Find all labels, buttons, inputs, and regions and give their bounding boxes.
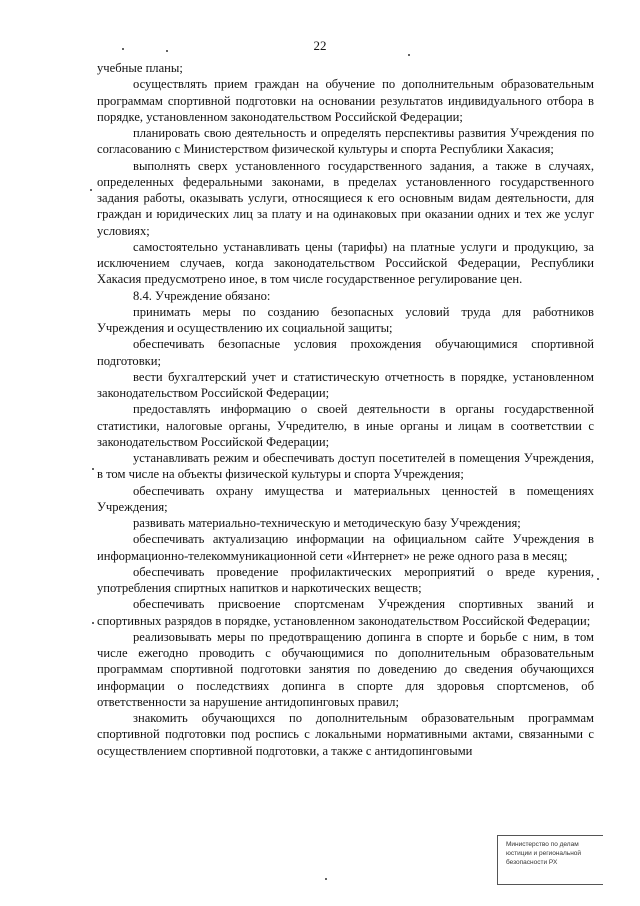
document-body bbox=[97, 60, 594, 759]
paragraph: обеспечивать охрану имущества и материальных ценностей в помещениях Учреждения; bbox=[97, 483, 594, 514]
paragraph: учебные планы; bbox=[97, 61, 183, 75]
scan-speck bbox=[597, 578, 599, 580]
paragraph: реализовывать меры по предотвращению допинга в спорте и борьбе с ним, в том числе ежегодно проводить с обучающимися по дополнительным образовательным программам спортивной подготовки занятия по доведению до сведения обучающихся информации о последствиях допинга в спорте для здоровья спортсменов, об ответственности за нарушение антидопинговых правил; bbox=[97, 629, 594, 709]
scan-speck bbox=[166, 50, 168, 52]
paragraph: предоставлять информацию о своей деятельности в органы государственной статистики, налоговые органы, Учредителю, в иные органы и лицам в соответствии с законодательством Российской Федерации; bbox=[97, 402, 594, 449]
scan-speck bbox=[92, 622, 94, 624]
paragraph: знакомить обучающихся по дополнительным образовательным программам спортивной подготовки под роспись с локальными нормативными актами, связанными с осуществлением спортивной подготовки, а также с антидопинговыми bbox=[97, 711, 594, 758]
paragraph: обеспечивать присвоение спортсменам Учреждения спортивных званий и спортивных разрядов в порядке, установленном законодательством Российской Федерации; bbox=[97, 597, 594, 628]
scan-speck bbox=[122, 48, 124, 50]
stamp-line: Министерство по делам bbox=[506, 841, 579, 848]
page-number: 22 bbox=[313, 38, 327, 53]
paragraph: выполнять сверх установленного государственного задания, а также в случаях, определенных федеральными законами, в пределах установленного государственного задания работы, оказывать услуги, относящиеся к его основным видам деятельности, для граждан и юридических лиц за плату и на одинаковых при оказании одних и тех же услуг условиях; bbox=[97, 158, 594, 238]
scan-speck bbox=[325, 878, 327, 880]
paragraph: устанавливать режим и обеспечивать доступ посетителей в помещения Учреждения, в том числе на объекты физической культуры и спорта Учреждения; bbox=[97, 451, 594, 482]
stamp-line: юстиции и региональной bbox=[506, 850, 582, 857]
paragraph: самостоятельно устанавливать цены (тарифы) на платные услуги и продукцию, за исключением случаев, когда законодательством Российской Федерации, Республики Хакасия предусмотрено иное, в том числе государственное регулирование цен. bbox=[97, 239, 594, 287]
registration-stamp bbox=[497, 835, 603, 885]
paragraph: вести бухгалтерский учет и статистическую отчетность в порядке, установленном законодательством Российской Федерации; bbox=[97, 369, 594, 400]
paragraph: принимать меры по созданию безопасных условий труда для работников Учреждения и осуществлению их социальной защиты; bbox=[97, 304, 594, 335]
paragraph: обеспечивать безопасные условия прохождения обучающимися спортивной подготовки; bbox=[97, 337, 594, 368]
paragraph: обеспечивать проведение профилактических мероприятий о вреде курения, употребления спиртных напитков и наркотических веществ; bbox=[97, 564, 594, 595]
scan-speck bbox=[408, 54, 410, 56]
section-heading: 8.4. Учреждение обязано: bbox=[133, 288, 271, 303]
stamp-line: безопасности РХ bbox=[506, 859, 558, 866]
paragraph: развивать материально-техническую и методическую базу Учреждения; bbox=[133, 516, 521, 530]
scan-speck bbox=[90, 189, 92, 191]
scan-speck bbox=[92, 468, 94, 470]
paragraph: обеспечивать актуализацию информации на официальном сайте Учреждения в информационно-телекоммуникационной сети «Интернет» не реже одного раза в месяц; bbox=[97, 532, 594, 563]
paragraph: планировать свою деятельность и определять перспективы развития Учреждения по согласованию с Министерством физической культуры и спорта Республики Хакасия; bbox=[97, 126, 594, 157]
paragraph: осуществлять прием граждан на обучение по дополнительным образовательным программам спортивной подготовки на основании результатов индивидуального отбора в порядке, установленном законодательством Российской Федерации; bbox=[97, 77, 594, 124]
